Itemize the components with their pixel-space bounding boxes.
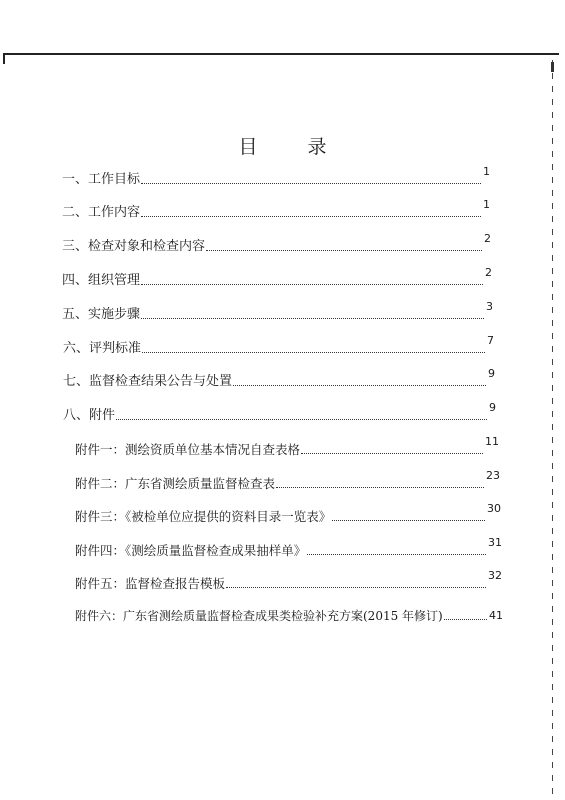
toc-page-number: 31: [488, 536, 502, 549]
toc-page-number: 32: [488, 569, 502, 582]
toc-entry-label: 二、工作内容: [62, 205, 141, 220]
toc-entry-label: 七、监督检查结果公告与处置: [63, 374, 233, 389]
toc-entry-label: 附件四：《测绘质量监督检查成果抽样单》: [75, 543, 307, 558]
toc-leader-dots: [116, 419, 487, 420]
toc-entry-attachment-4[interactable]: [75, 536, 502, 559]
toc-leader-dots: [233, 385, 486, 386]
toc-leader-dots: [141, 284, 483, 285]
toc-leader-dots: [332, 520, 485, 521]
toc-entry-label: 三、检查对象和检查内容: [62, 239, 206, 254]
toc-leader-dots: [301, 453, 483, 454]
toc-page-number: 3: [486, 300, 493, 313]
toc-entry-label: 附件一：测绘资质单位基本情况自查表格: [75, 442, 301, 457]
toc-page-number: 11: [485, 435, 499, 448]
toc-entry-label: 四、组织管理: [62, 273, 141, 288]
toc-entry-4[interactable]: [62, 266, 492, 289]
toc-entry-3[interactable]: [62, 232, 491, 255]
toc-entry-1[interactable]: [62, 165, 490, 188]
toc-entry-attachment-6[interactable]: [75, 604, 503, 624]
toc-entry-5[interactable]: [62, 300, 493, 323]
scan-edge-top: [3, 53, 559, 55]
toc-leader-dots: [141, 216, 481, 217]
toc-entry-attachment-5[interactable]: [75, 569, 502, 592]
toc-page-number: 1: [483, 165, 490, 178]
toc-entry-label: 六、评判标准: [63, 341, 142, 356]
page-title: 目 录: [238, 136, 349, 158]
toc-entry-8[interactable]: [63, 401, 496, 424]
toc-page-number: 7: [487, 334, 494, 347]
toc-entry-label: 五、实施步骤: [62, 307, 141, 322]
scan-edge-right: [552, 60, 553, 800]
toc-entry-label: 附件五：监督检查报告模板: [75, 576, 226, 591]
toc-entry-label: 八、附件: [63, 408, 116, 423]
toc-leader-dots: [141, 183, 481, 184]
toc-entry-7[interactable]: [63, 367, 495, 390]
scan-edge-left: [3, 53, 5, 64]
toc-entry-label: 附件三：《被检单位应提供的资料目录一览表》: [75, 509, 332, 524]
toc-entry-attachment-2[interactable]: [75, 469, 500, 492]
toc-leader-dots: [276, 487, 484, 488]
toc-page-number: 1: [483, 198, 490, 211]
toc-leader-dots: [206, 250, 482, 251]
toc-entry-label: 一、工作目标: [62, 172, 141, 187]
toc-page-number: 41: [489, 609, 503, 622]
toc-entry-attachment-3[interactable]: [75, 502, 501, 525]
toc-page-number: 30: [487, 502, 501, 515]
toc-page-number: 23: [486, 469, 500, 482]
toc-entry-2[interactable]: [62, 198, 490, 221]
toc-entry-6[interactable]: [63, 334, 494, 357]
toc-page-number: 2: [484, 232, 491, 245]
toc-leader-dots: [307, 554, 486, 555]
toc-leader-dots: [444, 619, 487, 620]
toc-entry-label: 附件六：广东省测绘质量监督检查成果类检验补充方案(2015 年修订): [75, 609, 443, 623]
scan-edge-right-tick: [551, 62, 554, 72]
toc-leader-dots: [142, 352, 485, 353]
toc-leader-dots: [226, 587, 486, 588]
toc-entry-label: 附件二：广东省测绘质量监督检查表: [75, 476, 276, 491]
toc-page-number: 2: [485, 266, 492, 279]
toc-page-number: 9: [488, 367, 495, 380]
toc-entry-attachment-1[interactable]: [75, 435, 499, 458]
toc-leader-dots: [141, 318, 484, 319]
toc-page-number: 9: [489, 401, 496, 414]
